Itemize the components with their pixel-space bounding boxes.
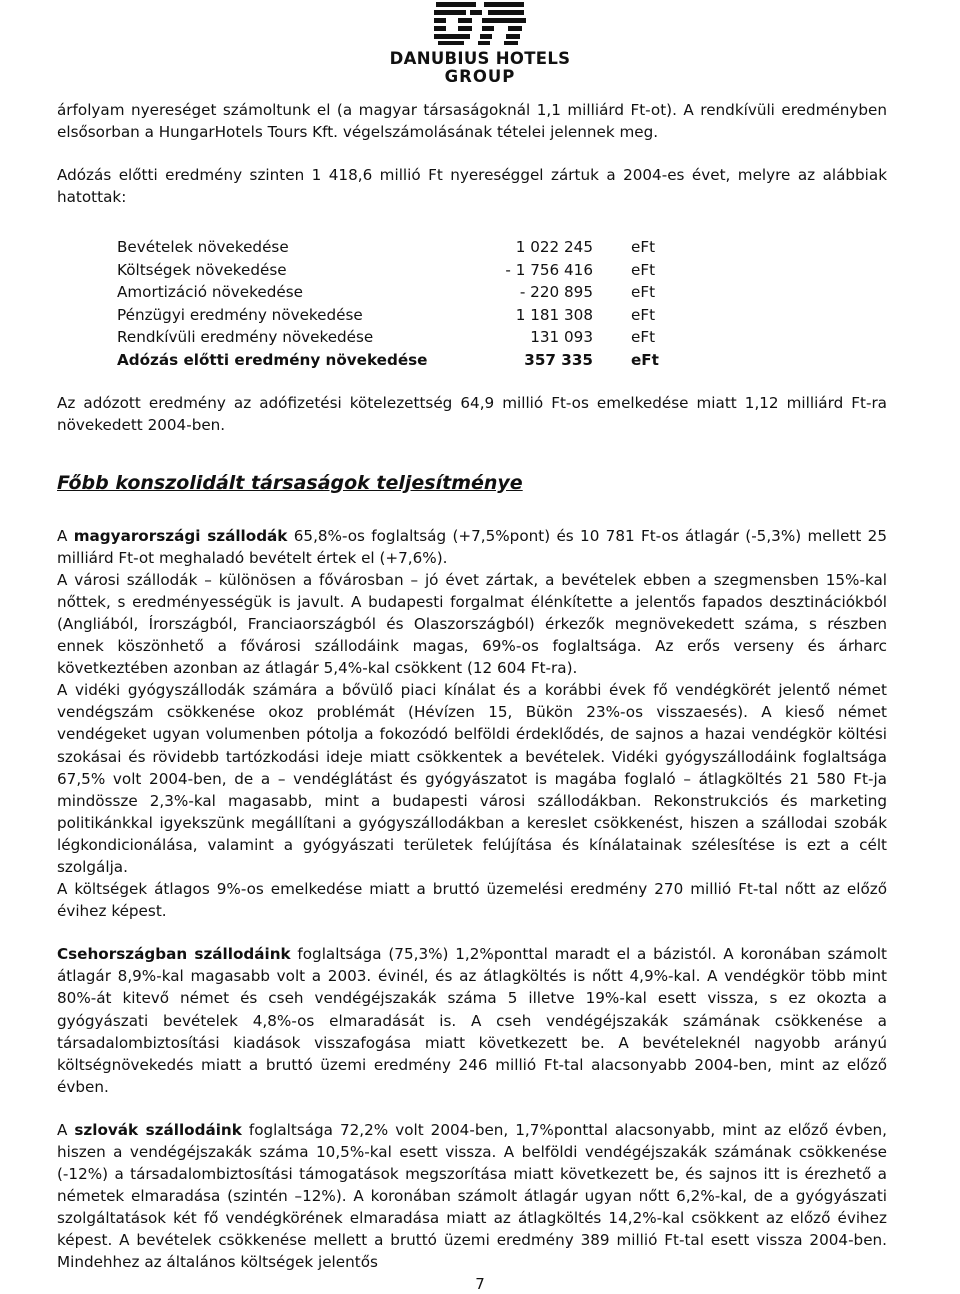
slovak-paragraph bbox=[57, 1119, 887, 1274]
table-row bbox=[117, 304, 659, 327]
row-unit: eFt bbox=[631, 305, 656, 324]
city-hotels-paragraph: A városi szállodák – különösen a fővárosban – jó évet zártak, a bevételek ebben a szegmensben 15%-kal nőttek, s eredményességük is javult. A budapesti forgalmat élénkítette a jelentős fapados desztinációkból (Angliából, Írországból, Franciaországból és Olaszországból) érkezők megnövekedett száma, s részben ennek köszönhető a fővárosi szállodáink magas, 69%-os foglaltsága. Az erős verseny és árharc következtében azonban az átlagár 5,4%-kal csökkent (12 604 Ft-ra). bbox=[57, 570, 887, 678]
table-row bbox=[117, 236, 659, 259]
row-value: 1 022 245 bbox=[515, 238, 593, 257]
logo-text-line1: DANUBIUS HOTELS bbox=[389, 49, 571, 68]
row-value: 1 181 308 bbox=[515, 305, 593, 324]
spa-hotels-paragraph: A vidéki gyógyszállodák számára a bővülő piaci kínálat és a korábbi évek fő vendégkörét jelentő német vendégszám csökkenése okoz problémát (Hévízen 15, Bükön 23%-os visszaesés). A kieső német vendégeket ugyan volumenben pótolja a fokozódó belföldi érdeklődés, de sajnos a hazai vendégkör költési szokásai és rövidebb tartózkodási ideje miatt csökkentek a bevételek. Vidéki gyógyszállodáink foglaltsága 67,5% volt 2004-ben, de a – vendéglátást és gyógyászatot is magába foglaló – átlagköltés 21 580 Ft-ja mindössze 2,3%-kal magasabb, mint a budapesti városi szállodákban. Rekonstrukciós és marketing politikánkkal igyekszünk megállítani a gyógyszállodákban a kereslet csökkenést, hiszen a szállodai szobák légkondicionálása, valamint a gyógyászati területek felújítása és kínálatainak szélesítése is ezt a célt szolgálja. bbox=[57, 681, 887, 876]
intro-paragraph: árfolyam nyereséget számoltunk el (a magyar társaságoknál 1,1 milliárd Ft-ot). A rendkívüli eredményben elsősorban a HungarHotels Tours Kft. végelszámolásának tételei jelennek meg. bbox=[57, 101, 887, 142]
table-row bbox=[117, 326, 659, 349]
row-unit: eFt bbox=[631, 238, 656, 257]
hungary-lead: A bbox=[57, 526, 74, 545]
dh-logo-mark-icon bbox=[432, 0, 528, 46]
financial-table bbox=[117, 236, 659, 371]
row-label: Pénzügyi eredmény növekedése bbox=[117, 305, 363, 324]
company-logo bbox=[360, 0, 600, 88]
czech-bold: Csehországban szállodáink bbox=[57, 945, 291, 964]
row-unit: eFt bbox=[631, 283, 656, 302]
costs-paragraph: A költségek átlagos 9%-os emelkedése miatt a bruttó üzemelési eredmény 270 millió Ft-tal nőtt az előző évihez képest. bbox=[57, 880, 887, 921]
logo-text-line2: GROUP bbox=[444, 67, 516, 86]
hungary-rest: 65,8%-os foglaltság (+7,5%pont) és 10 781 Ft-os átlagár (-5,3%) mellett 25 milliárd Ft-ot meghaladó bevételt értek el (+7,6%). bbox=[57, 526, 887, 567]
page-body bbox=[57, 99, 887, 1274]
row-label: Bevételek növekedése bbox=[117, 238, 289, 257]
row-value: - 1 756 416 bbox=[505, 260, 593, 279]
row-unit: eFt bbox=[631, 328, 656, 347]
row-unit: eFt bbox=[631, 350, 659, 369]
slovak-rest: foglaltsága 72,2% volt 2004-ben, 1,7%ponttal alacsonyabb, mint az előző évben, hiszen a vendégéjszakák száma 10,5%-kal esett vissza. A belföldi vendégéjszakák számának csökkenése (-12%) a társadalombiztosítási támogatások megszorítása miatt következett be, és sajnos itt is érezhető a németek elmaradása (szintén –12%). A koronában számolt átlagár ugyan nőtt 6,2%-kal, de a gyógyászati szolgáltatások két fő vendégkörének elmaradása miatt az átlagköltés 14,2%-kal csökkent az előző évihez képest. A bevételek csökkenése mellett a bruttó üzemi eredmény 389 millió Ft-tal esett vissza 2004-ben. Mindehhez az általános költségek jelentős bbox=[57, 1120, 888, 1272]
czech-rest: foglaltsága (75,3%) 1,2%ponttal maradt el a bázistól. A koronában számolt átlagár 8,9%-kal magasabb volt a 2003. évinél, és az átlagköltés is nőtt 4,9%-kal. A vendégkör több mint 80%-át kitevő német és cseh vendégéjszakák száma 5 illetve 19%-kal esett vissza, s ez okozta a gyógyászati bevételek 4,8%-os elmaradását is. A cseh vendégéjszakák számának csökkenése a társadalombiztosítási kiadások visszafogása miatt következett be. A bevételeknél nagyobb arányú költségnövekedés miatt a bruttó üzemi eredmény 246 millió Ft-tal alacsonyabb 2004-ben, mint az előző évben. bbox=[57, 945, 887, 1096]
after-tax-paragraph: Az adózott eredmény az adófizetési kötelezettség 64,9 millió Ft-os emelkedése miatt 1,12 milliárd Ft-ra növekedett 2004-ben. bbox=[57, 394, 887, 435]
row-value: 357 335 bbox=[524, 350, 593, 369]
slovak-bold: szlovák szállodáink bbox=[74, 1120, 242, 1139]
czech-paragraph bbox=[57, 943, 887, 1098]
row-value: - 220 895 bbox=[519, 283, 593, 302]
hungary-paragraph bbox=[57, 525, 887, 569]
page-number: 7 bbox=[475, 1275, 485, 1293]
row-label: Költségek növekedése bbox=[117, 260, 287, 279]
slovak-lead: A bbox=[57, 1120, 75, 1139]
section-title: Főbb konszolidált társaságok teljesítménye bbox=[57, 471, 523, 494]
row-unit: eFt bbox=[631, 260, 656, 279]
hungary-bold: magyarországi szállodák bbox=[73, 526, 288, 545]
table-row bbox=[117, 259, 659, 282]
pretax-paragraph: Adózás előtti eredmény szinten 1 418,6 millió Ft nyereséggel zártuk a 2004-es évet, melyre az alábbiak hatottak: bbox=[57, 166, 887, 207]
table-total-row bbox=[117, 349, 659, 372]
row-label: Amortizáció növekedése bbox=[117, 283, 303, 302]
row-value: 131 093 bbox=[530, 328, 593, 347]
row-label: Rendkívüli eredmény növekedése bbox=[117, 328, 374, 347]
row-label: Adózás előtti eredmény növekedése bbox=[117, 350, 428, 369]
table-row bbox=[117, 281, 659, 304]
